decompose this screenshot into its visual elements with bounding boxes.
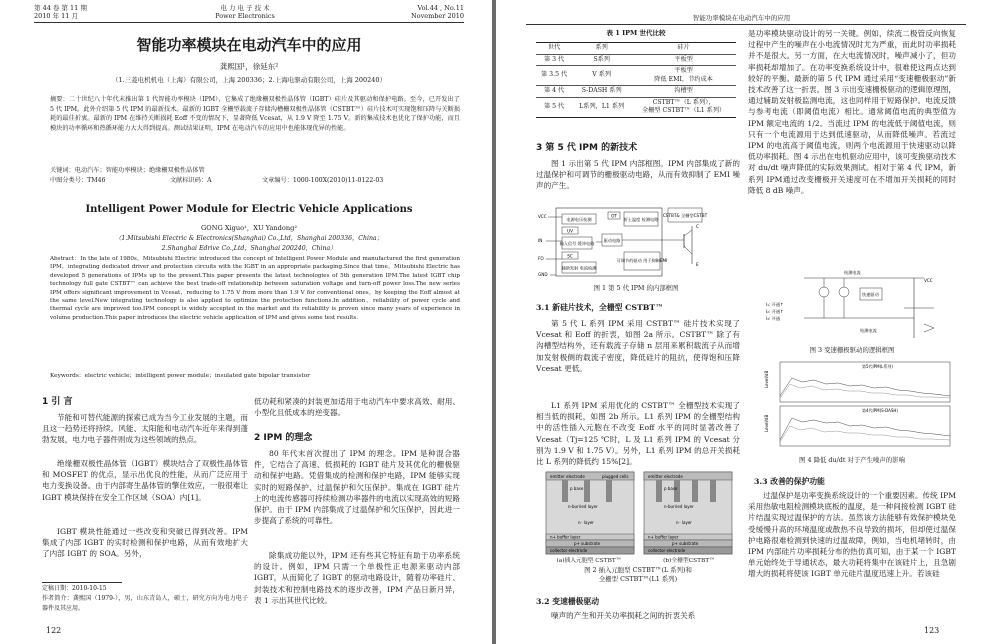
fig4-label: Level/dB	[764, 370, 769, 388]
fig4-top-panel	[780, 362, 950, 402]
footnote-rule	[42, 582, 122, 583]
left-page	[0, 0, 492, 644]
fig1-label: C	[696, 224, 699, 229]
section-3-3-heading: 3.3 改善的保护功能	[754, 477, 825, 486]
table-cell: L系列，L1 系列	[572, 97, 631, 117]
sec1-paragraph-1: 节能和可替代能源的探索已成为当今工业发展的主题，而且这一趋势还将持续。风能、太阳能和电动汽车近年来得到蓬勃发展，电力电子器件则成为这些领域的热点。	[42, 413, 248, 445]
section-3-heading: 3 第 5 代 IPM 的新技术	[536, 143, 638, 153]
fig1-label: 输入信号 缓冲电路	[559, 241, 595, 246]
fig1-label: 可调节的驱动 用于抑制EMI	[616, 258, 668, 263]
table-row	[536, 86, 736, 98]
table-cell: 平板型 降低 EMI，节约成本	[631, 66, 736, 86]
section-1-heading: 1 引 言	[42, 397, 73, 407]
figure-2b-subcaption: (b)全栅型CSTBT™	[663, 558, 715, 564]
fig1-label: VCC	[538, 214, 547, 219]
class-number: 中图分类号：TM46	[50, 177, 106, 184]
fig1-label: UV	[567, 228, 573, 234]
fig2-label: collector electrode	[648, 548, 686, 553]
section-3-2-heading: 3.2 变速栅极驱动	[536, 597, 600, 606]
fig4-label: 第4代IPM(S-DASH)	[862, 408, 898, 413]
figure-3-logic-diagram	[764, 268, 954, 344]
fig2-label: p base	[570, 486, 584, 491]
abstract-cn: 摘要：二十世纪八十年代末推出第 1 代智能功率模块（IPM），它集成了绝缘栅双极性晶体管（IGBT）硅片及其驱动和保护电路。至今，已开发出了 5 代 IPM。此外介绍第 5 代 IPM 的最新技术。最新的 IGBT 全栅型载流子存储沟槽栅双极性晶体管（CSTBT™）硅片技术可实现饱和压降与关断损耗的最佳折衷。最新的 IPM 在维持关断损耗 Eoff 不变的情况下，显著降低 Vcesat，从 1.9 V 降至 1.75 V。新的集成技术也优化了保护功能，而且模块的功率循环和热循环能力大大得到提高。测试结果证明，IPM 在电动汽车的应用中也能体现优异的性能。	[50, 96, 460, 132]
section-2-heading: 2 IPM 的理念	[254, 433, 313, 443]
figure-4-caption: 图 4 降低 du/dt 对于产生噪声的影响	[799, 456, 905, 464]
fig1-label: 折土温度 检测电路	[623, 217, 659, 222]
fig2-label: p+ substrate	[672, 541, 699, 546]
fig1-label: FO	[538, 256, 544, 261]
fig3-label: I₁: 开通↑	[766, 302, 784, 307]
sec31-paragraph-2: L1 系列 IPM 采用优化的 CSTBT™ 全栅型技术实现了相当低的损耗，如图 2b 所示。L1 系列 IPM 的全栅型结构中的活性插入元胞在不改变 Eoff 水平的同时显著改善了 Vcesat（Tj=125 ℃时，L 及 L1 系列 IPM 的 Vcesat 分别为 1.9 V 和 1.75 V）。另外，L1 系列 IPM 的总开关损耗比 L 系列的降低约 15%[2]。	[536, 401, 740, 466]
fig2-label: collector electrode	[550, 548, 588, 553]
journal-volume: Vol.44 , No.11 November 2010	[410, 4, 464, 20]
figure-1-block-diagram	[536, 204, 736, 282]
figure-4-noise-spectra	[762, 360, 958, 452]
journal-name: 电 力 电 子 技 术 Power Electronics	[215, 4, 275, 20]
keywords-cn: 关键词：电动汽车；智能功率模块；绝缘栅双极性晶体管	[50, 167, 205, 174]
page-number-left: 122	[46, 626, 62, 635]
table-cell: 第 3.5 代	[536, 66, 572, 86]
fig2a-cross-section	[546, 472, 634, 554]
table-header-chip: 硅片	[631, 43, 736, 55]
fig1-label: SC	[567, 253, 573, 259]
table-cell: CSTBT™（L 系列）， 全栅型 CSTBT™（L1 系列）	[631, 97, 736, 117]
table-cell: 沟槽型	[631, 86, 736, 98]
fig1-label: OT	[611, 213, 617, 219]
doc-code: 文献标识码：A	[170, 177, 212, 184]
running-title: 智能功率模块在电动汽车中的应用	[692, 14, 791, 22]
footnote-date: 定稿日期：2010-10-15	[42, 585, 107, 592]
header-rule	[526, 24, 966, 25]
figure-2a-subcaption: (a)插入元胞型 CSTBT™	[556, 558, 622, 564]
page-number-right: 123	[924, 626, 940, 635]
table-cell: 第 4 代	[536, 86, 572, 98]
right-page	[496, 0, 987, 644]
table-cell: S-DASH 系列	[572, 86, 631, 98]
fig2-label: n+ buffer layer	[550, 534, 581, 540]
affiliation: （1.三菱电机机电（上海）有限公司，上海 200336；2.上海电驱动有限公司，上海 200240）	[111, 76, 387, 84]
fig2-label: n⁻ layer	[578, 520, 594, 525]
fig2-label: emitter electrode	[648, 474, 683, 479]
fig3-label: 检测电流	[860, 328, 877, 333]
fig3-label: I₃: 开通	[766, 316, 781, 321]
fig2-label: n-burried layer	[664, 504, 694, 509]
affiliation-en-1: （1.Mitsubishi Electric & Electronics(Shanghai) Co.,Ltd，Shanghai 200336，China；	[115, 235, 383, 242]
table-cell: 第 5 代	[536, 97, 572, 117]
figure-2-caption: 图 2 插入元胞型 CSTBT™(L 系列)和 全栅型 CSTBT™(L1 系列)	[584, 566, 692, 583]
figure-1-caption: 图 1 第 5 代 IPM 的内部框图	[593, 284, 679, 292]
header-rule	[34, 22, 464, 23]
journal-issue: 第 44 卷 第 11 期 2010 年 11 月	[34, 4, 87, 20]
figure-2-chip-cross-sections	[544, 470, 736, 556]
paper-title-en: Intelligent Power Module for Electric Vehicle Applications	[85, 204, 413, 215]
paper-title: 智能功率模块在电动汽车中的应用	[136, 36, 362, 54]
section-3-1-heading: 3.1 新硅片技术，全栅型 CSTBT™	[536, 303, 663, 312]
figure-3-caption: 图 3 变速栅极驱动的逻辑框图	[809, 346, 895, 354]
table-header-generation: 世代	[536, 43, 572, 55]
table-header-series: 系列	[572, 43, 631, 55]
table-cell: 第 3 代	[536, 54, 572, 66]
fig2-label: p+ substrate	[574, 541, 601, 546]
fig2b-cross-section	[644, 472, 732, 554]
table-row	[536, 66, 736, 86]
fig4-label: 第5代IPM(L系列)	[862, 364, 893, 369]
fig2-label: plugged cells	[602, 474, 629, 479]
table-1	[536, 42, 736, 118]
fig3-label: 快速驱动	[862, 292, 879, 297]
fig2-label: p base	[664, 486, 678, 491]
fig1-label: 电源电压检测	[566, 217, 592, 222]
sec1-paragraph-3: IGBT 模块性能通过一些改变和突破已得到改善。IPM 集成了内部 IGBT 的实时检测和保护电路，从而有效地扩大了内部 IGBT 的 SOA。另外，	[42, 527, 248, 559]
fig3-label: I₂: 开通↑	[766, 309, 784, 314]
abstract-en: Abstract：In the late of 1980s，Mitsubishi Electric introduced the concept of Intelligent Power Module and manufactured the first generation IPM，integrating dedicated driver and protection circuits with the IGBT in an appropriate packaging.Since that time，Mitsubishi Electric has developed 5 generations of IPMs up to the present.This paper presents the latest technologies of 5th generation IPM.The latest IGBT chip technology full gate CSTBT™ can achieve the best trade-off relationship between saturation voltage and turn-off power loss.The new series IPM offers significant improvement in Vcesat，reducing to 1.75 V from more than 1.9 V for conventional ones，by keeping the Eoff almost at the same level.New integrating technology is also applied to optimize the protection functions.In addition，reliability of power cycle and thermal cycle are improved too.IPM concept is widely accepted in the market and its reliability is proven since many years of experience in volume production.This paper introduces the electric vehicle application of IPM and gives some test results.	[50, 256, 460, 321]
table-1-title: 表 1 IPM 世代比较	[606, 29, 666, 37]
author-list-en: GONG Xiguo¹，XU Yandong²	[201, 224, 297, 232]
fig1-label: 辅助发射 电流检测	[561, 265, 597, 271]
fig1-label: CSTBT& 全栅型CSTBT	[662, 213, 708, 218]
fig4-bottom-panel	[780, 406, 950, 446]
fig1-label: E	[696, 262, 699, 267]
keywords-en: Keywords：electric vehicle；intelligent power module；insulated gate bipolar transistor	[50, 373, 310, 379]
fig2-label: emitter electrode	[550, 474, 585, 479]
col2-paragraph-0: 低功耗和紧凑的封装更加适用于电动汽车中要求高效、耐用、小型化且低成本的逆变器。	[254, 397, 460, 418]
sec2-paragraph-2: 除集成功能以外，IPM 还有些其它特征有助于功率系统的设计。例如，IPM 只需一个单极性正电源来驱动内部 IGBT，从而简化了 IGBT 的驱动电路设计，随着功率硅片、封装技术和控制电路技术的逐步改善，IPM 产品日新月异，表 1 示出其世代比较。	[254, 551, 460, 605]
sec31-paragraph-1: 第 5 代 L 系列 IPM 采用 CSTBT™ 硅片技术实现了 Vcesat 和 Eoff 的折衷，如图 2a 所示。CSTBT™ 除了有沟槽型结构外，还有载流子存储 n 层用来累积载流子从而增加发射极侧的载流子密度，降低硅片的阻抗，使得饱和压降 Vcesat 更低。	[536, 319, 740, 373]
sec1-paragraph-2: 绝缘栅双极性晶体管（IGBT）模块结合了双极性晶体管和 MOSFET 的优点，显示出优良的性能，从而广泛应用于电力变换设备。由于内部寄生晶体管的擎住效应，一般很难让 IGBT 模块保持在安全工作区域（SOA）内[1]。	[42, 459, 248, 502]
fig2-label: n⁻ layer	[676, 520, 692, 525]
col2-paragraph-1: 是功率模块驱动设计的另一关键。例如，续流二极管反向恢复过程中产生的噪声在小电流情况时尤为严重，而此时功率损耗并不是很大。另一方面，在大电流情况时，噪声减小了，但功率损耗却增加了。在功率变换系统设计中，很难使这两点达到较好的平衡。最新的第 5 代 IPM 通过采用“变速栅极驱动”新技术改善了这一折衷。图 3 示出变速栅极驱动的逻辑原理图，通过辅助发射极监测电流，这也同样用于短路保护。电流反馈与参考电流（即阈值电流）相比。通常阈值电流的典型值为 IPM 额定电流的 1/2。当流过 IPM 的电流低于阈值电流，则只有一个电流源用于达到低速驱动，从而降低噪声。若流过 IPM 的电流高于阈值电流，则两个电流源用于快速驱动以降低功率损耗。图 4 示出在电机驱动应用中，该可变换驱动技术对 du/dt 噪声降低的实际效果测试。相对于第 4 代 IPM，新系列 IPM通过改变栅极开关速度可在不增加开关损耗的同时降低 8 dB 噪声。	[748, 29, 956, 195]
author-list: 龚熙国¹，徐延东²	[219, 62, 279, 71]
fig1-label: GND	[538, 272, 548, 277]
fig1-label: 驱动电路	[603, 238, 621, 243]
table-cell: 平板型	[631, 54, 736, 66]
fig4-label: Level/dB	[764, 414, 769, 432]
fig2-label: n+ buffer layer	[648, 534, 679, 540]
table-cell: S系列	[572, 54, 631, 66]
fig2-label: n-burried layer	[568, 504, 598, 509]
table-row	[536, 97, 736, 117]
article-number: 文章编号：1000-100X(2010)11-0122-03	[262, 177, 384, 184]
affiliation-en-2: 2.Shanghai Edrive Co.,Ltd，Shanghai 200240，China）	[161, 245, 337, 252]
table-row	[536, 54, 736, 66]
sec32-paragraph-1: 噪声的产生和开关功率损耗之间的折衷关系	[551, 611, 696, 620]
fig3-label: 检测电流	[844, 270, 861, 275]
fig3-label: VCC	[924, 278, 933, 283]
sec3-paragraph-1: 图 1 示出第 5 代 IPM 内部框图。IPM 内部集成了新的过温保护和可调节的栅极驱动电路，从而有效抑制了 EMI 噪声的产生。	[536, 159, 740, 191]
table-cell: V 系列	[572, 66, 631, 86]
sec2-paragraph-1: 80 年代末首次提出了 IPM 的理念。IPM 是种混合器件，它结合了高速、低损耗的 IGBT 硅片及其优化的栅极驱动和保护电路。凭借集成的检测和保护电路，IPM 能够实现实时的短路保护、过温保护和欠压保护。集成在 IGBT 硅片上的电流传感器可持续检测功率器件的电流以实现高效的短路保护。由于 IPM 内部集成了过温保护和欠压保护，因此进一步提高了系统的可靠性。	[254, 449, 460, 526]
sec33-paragraph-1: 过温保护是功率变换系统设计的一个重要因素。传统 IPM 采用热敏电阻检测模块底板的温度，是一种间接检测 IGBT 硅片结温实现过温保护的方法。虽然该方法能够有效保护模块免受缓慢升高的环境温度或散热不良导致的损坏，但却使过温保护电路很难检测到快速的过温故障，例如，当电机堵转时，由 IPM 内部硅片功率损耗分布的热仿真可知，由于某一个 IGBT 单元始终处于导通状态，最大功耗将集中在该硅片上，且急剧增大的损耗将使该 IGBT 单元硅片温度迅速上升。若该硅	[748, 491, 956, 579]
footnote-author: 作者简介：龚熙国（1979-），男，山东青岛人，硕士，研究方向为电力电子器件及其应用。	[42, 595, 248, 612]
fig1-label: IN	[538, 238, 543, 243]
